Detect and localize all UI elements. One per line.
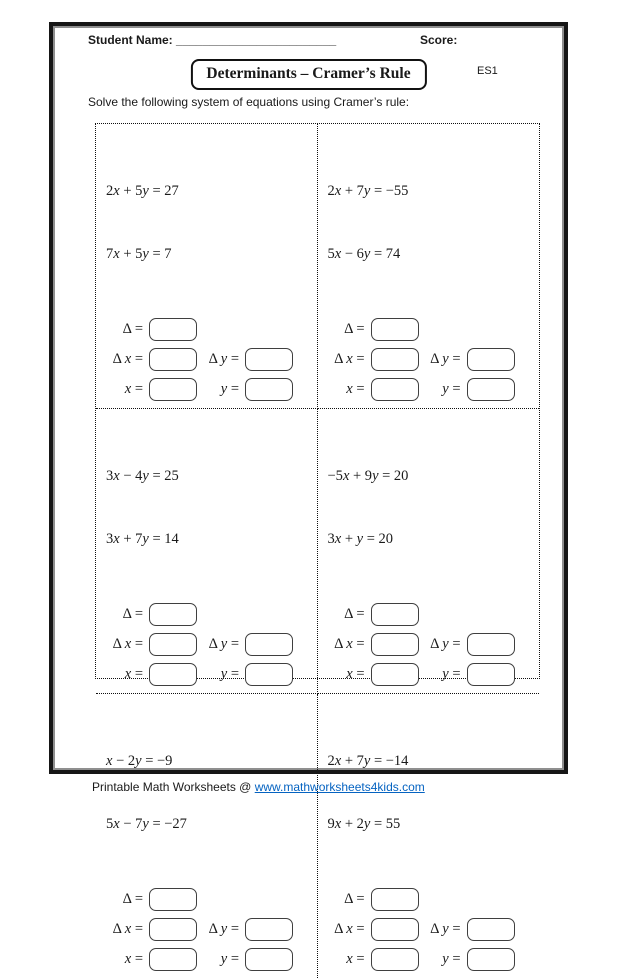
answer-box-delta-y[interactable] <box>245 348 293 371</box>
y-label: y = <box>442 381 461 397</box>
answer-box-delta-x[interactable] <box>371 348 419 371</box>
x-label: x = <box>346 951 365 967</box>
delta-row <box>102 318 313 341</box>
answer-box-delta-y[interactable] <box>245 633 293 656</box>
xy-row <box>102 663 313 686</box>
delta-row <box>324 603 536 626</box>
answer-box-x[interactable] <box>371 663 419 686</box>
problem-cell-6 <box>318 694 540 978</box>
x-label: x = <box>124 381 143 397</box>
delta-label: Δ = <box>122 891 143 907</box>
delta-label: Δ = <box>122 321 143 337</box>
y-label: y = <box>220 951 239 967</box>
answer-box-delta[interactable] <box>149 888 197 911</box>
answer-box-delta[interactable] <box>371 318 419 341</box>
delta-y-label: Δ y = <box>430 921 461 937</box>
answers-1 <box>102 318 313 401</box>
answers-6 <box>324 888 536 971</box>
delta-y-label: Δ y = <box>208 351 239 367</box>
y-label: y = <box>442 951 461 967</box>
delta-x-label: Δ x = <box>112 351 143 367</box>
xy-row <box>102 948 313 971</box>
delta-xy-row <box>102 918 313 941</box>
delta-x-label: Δ x = <box>112 636 143 652</box>
answer-box-x[interactable] <box>149 948 197 971</box>
score-label: Score: <box>420 33 458 47</box>
answer-box-y[interactable] <box>467 663 515 686</box>
problem-cell-2 <box>318 124 540 409</box>
equations-3 <box>106 424 313 592</box>
x-label: x = <box>124 666 143 682</box>
answers-4 <box>324 603 536 686</box>
delta-xy-row <box>324 348 536 371</box>
y-label: y = <box>442 666 461 682</box>
answer-box-delta-x[interactable] <box>371 918 419 941</box>
delta-xy-row <box>324 918 536 941</box>
delta-label: Δ = <box>344 321 365 337</box>
delta-y-label: Δ y = <box>208 636 239 652</box>
delta-y-label: Δ y = <box>430 351 461 367</box>
equations-4 <box>328 424 536 592</box>
delta-x-label: Δ x = <box>334 636 365 652</box>
answer-box-delta[interactable] <box>371 603 419 626</box>
footer-link[interactable]: www.mathworksheets4kids.com <box>254 780 425 794</box>
delta-y-label: Δ y = <box>430 636 461 652</box>
delta-label: Δ = <box>344 891 365 907</box>
answer-box-y[interactable] <box>245 663 293 686</box>
footer-text: Printable Math Worksheets @ <box>92 780 255 794</box>
equations-1 <box>106 139 313 307</box>
delta-xy-row <box>324 633 536 656</box>
answer-box-delta-y[interactable] <box>467 918 515 941</box>
answer-box-delta[interactable] <box>371 888 419 911</box>
xy-row <box>324 378 536 401</box>
equation-line: 2x + 7y = −14 <box>327 753 409 769</box>
problem-cell-5 <box>96 694 318 978</box>
problem-cell-4 <box>318 409 540 694</box>
x-label: x = <box>124 951 143 967</box>
xy-row <box>324 663 536 686</box>
instruction-text: Solve the following system of equations using Cramer’s rule: <box>88 95 410 109</box>
x-label: x = <box>346 666 365 682</box>
student-name-label: Student Name: <box>88 33 173 47</box>
answer-box-delta[interactable] <box>149 318 197 341</box>
answers-2 <box>324 318 536 401</box>
answer-box-x[interactable] <box>371 378 419 401</box>
x-label: x = <box>346 381 365 397</box>
y-label: y = <box>220 381 239 397</box>
answer-box-delta-x[interactable] <box>149 918 197 941</box>
equation-line: −5x + 9y = 20 <box>327 468 409 484</box>
answers-3 <box>102 603 313 686</box>
answer-box-delta-x[interactable] <box>149 633 197 656</box>
delta-label: Δ = <box>122 606 143 622</box>
answer-box-y[interactable] <box>245 378 293 401</box>
delta-row <box>324 888 536 911</box>
equation-line: 2x + 7y = −55 <box>327 183 409 199</box>
answer-box-delta-x[interactable] <box>371 633 419 656</box>
answer-box-y[interactable] <box>467 378 515 401</box>
footer-credit <box>92 780 425 794</box>
student-name-blank[interactable]: ________________________ <box>176 33 337 47</box>
delta-x-label: Δ x = <box>112 921 143 937</box>
equations-2 <box>328 139 536 307</box>
equation-line: 3x + 7y = 14 <box>106 531 179 547</box>
delta-x-label: Δ x = <box>334 351 365 367</box>
answer-box-delta[interactable] <box>149 603 197 626</box>
delta-y-label: Δ y = <box>208 921 239 937</box>
delta-row <box>324 318 536 341</box>
delta-x-label: Δ x = <box>334 921 365 937</box>
answer-box-delta-y[interactable] <box>467 348 515 371</box>
answer-box-delta-x[interactable] <box>149 348 197 371</box>
worksheet-title: Determinants – Cramer’s Rule <box>190 59 426 90</box>
answer-box-y[interactable] <box>245 948 293 971</box>
y-label: y = <box>220 666 239 682</box>
delta-row <box>102 603 313 626</box>
equation-line: 5x − 6y = 74 <box>327 246 401 262</box>
equation-line: 3x + y = 20 <box>327 531 393 547</box>
xy-row <box>324 948 536 971</box>
answer-box-y[interactable] <box>467 948 515 971</box>
xy-row <box>102 378 313 401</box>
delta-row <box>102 888 313 911</box>
answers-5 <box>102 888 313 971</box>
delta-xy-row <box>102 633 313 656</box>
equation-line: 7x + 5y = 7 <box>106 246 172 262</box>
student-name-row <box>88 33 336 47</box>
answer-box-x[interactable] <box>149 663 197 686</box>
problem-cell-3 <box>96 409 318 694</box>
equation-line: 2x + 5y = 27 <box>106 183 179 199</box>
answer-box-x[interactable] <box>371 948 419 971</box>
answer-box-x[interactable] <box>149 378 197 401</box>
equation-line: 9x + 2y = 55 <box>327 816 401 832</box>
equation-line: 3x − 4y = 25 <box>106 468 179 484</box>
answer-box-delta-y[interactable] <box>467 633 515 656</box>
delta-xy-row <box>102 348 313 371</box>
version-code: ES1 <box>477 65 498 77</box>
problem-cell-1 <box>96 124 318 409</box>
equation-line: x − 2y = −9 <box>106 753 173 769</box>
answer-box-delta-y[interactable] <box>245 918 293 941</box>
delta-label: Δ = <box>344 606 365 622</box>
equation-line: 5x − 7y = −27 <box>106 816 187 832</box>
